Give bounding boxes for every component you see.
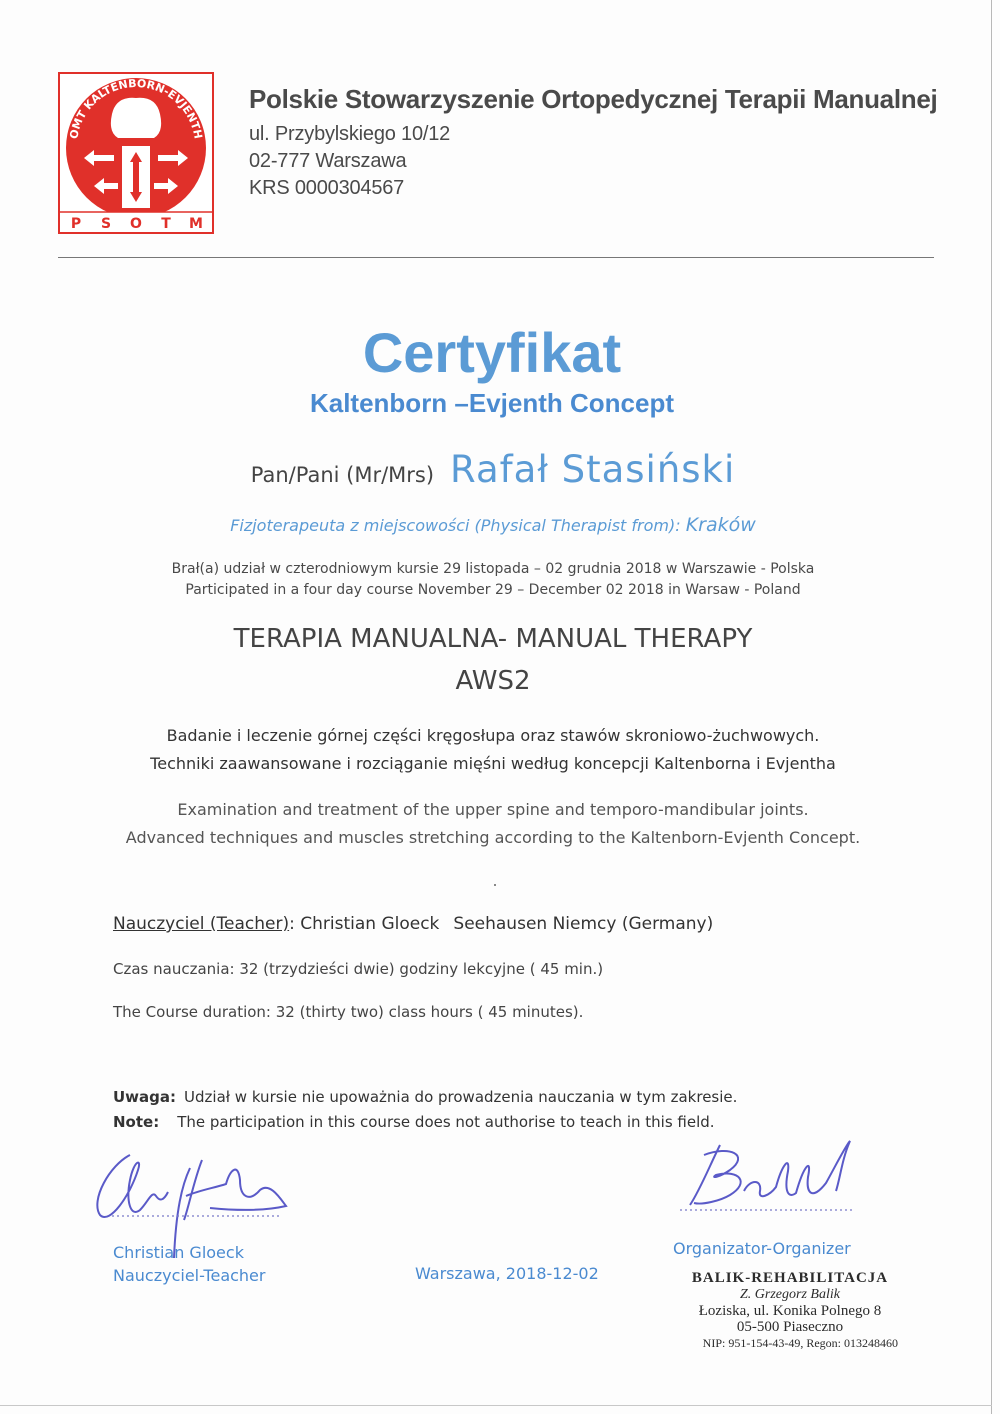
logo-letter: P bbox=[70, 216, 82, 232]
description-pl-line-2: Techniki zaawansowane i rozciąganie mięśni według koncepcji Kaltenborna i Evjentha bbox=[150, 754, 836, 773]
recipient-name: Rafał Stasiński bbox=[450, 448, 736, 491]
certificate-subtitle: Kaltenborn –Evjenth Concept bbox=[309, 388, 675, 418]
stray-dot bbox=[494, 884, 496, 886]
note-en-label: Note: bbox=[113, 1113, 160, 1131]
origin-city: Kraków bbox=[685, 514, 756, 536]
logo-letter: T bbox=[161, 216, 171, 232]
description-en-line-1: Examination and treatment of the upper spine and temporo-mandibular joints. bbox=[177, 800, 809, 819]
note-en bbox=[113, 1113, 715, 1131]
teacher-colon: : bbox=[289, 914, 295, 934]
origin-line bbox=[0, 514, 993, 536]
description-en-line-2: Advanced techniques and muscles stretching according to the Kaltenborn-Evjenth Concept. bbox=[125, 828, 861, 847]
participation-en: Participated in a four day course November 29 – December 02 2018 in Warsaw - Poland bbox=[185, 582, 801, 598]
teacher-name: Christian Gloeck bbox=[300, 914, 440, 934]
certificate-title: Certyfikat bbox=[362, 321, 622, 384]
organizer-stamp bbox=[680, 1270, 900, 1351]
note-pl bbox=[113, 1088, 737, 1106]
duration-en: The Course duration: 32 (thirty two) class hours ( 45 minutes). bbox=[113, 1003, 584, 1021]
page-edge-right bbox=[991, 0, 992, 1414]
organizer-role: Organizator-Organizer bbox=[673, 1239, 851, 1258]
origin-label: Fizjoterapeuta z miejscowości (Physical Therapist from): bbox=[230, 516, 686, 535]
stamp-company: BALIK-REHABILITACJA bbox=[691, 1270, 889, 1286]
logo-letter: M bbox=[189, 216, 203, 232]
stamp-postal: 05-500 Piaseczno bbox=[736, 1319, 844, 1335]
psotm-logo bbox=[58, 72, 214, 234]
teacher-label: Nauczyciel (Teacher) bbox=[113, 914, 290, 934]
teacher-signature-name: Christian Gloeck bbox=[113, 1243, 244, 1262]
logo-ring-text: OMT KALTENBORN-EVJENTH bbox=[67, 76, 205, 140]
recipient-line bbox=[0, 448, 993, 491]
logo-letter: O bbox=[130, 216, 142, 232]
page-edge-bottom bbox=[0, 1405, 992, 1406]
note-pl-text: Udział w kursie nie upoważnia do prowadzenia nauczania w tym zakresie. bbox=[184, 1088, 738, 1106]
organization-name: Polskie Stowarzyszenie Ortopedycznej Terapii Manualnej bbox=[249, 84, 938, 114]
teacher-location: Seehausen Niemcy (Germany) bbox=[453, 914, 714, 934]
organization-street: ul. Przybylskiego 10/12 bbox=[249, 123, 451, 145]
organization-city: 02-777 Warszawa bbox=[249, 150, 407, 172]
organization-header bbox=[249, 84, 939, 202]
note-en-text: The participation in this course does not authorise to teach in this field. bbox=[177, 1113, 715, 1131]
participation-pl: Brał(a) udział w czterodniowym kursie 29 listopada – 02 grudnia 2018 w Warszawie - Polska bbox=[171, 561, 815, 577]
stamp-address: Łoziska, ul. Konika Polnego 8 bbox=[698, 1303, 882, 1319]
description-pl-line-1: Badanie i leczenie górnej części kręgosłupa oraz stawów skroniowo-żuchwowych. bbox=[166, 726, 820, 745]
teacher-signature-role: Nauczyciel-Teacher bbox=[113, 1266, 266, 1285]
organizer-signature bbox=[680, 1135, 870, 1219]
course-code: AWS2 bbox=[455, 666, 531, 696]
place-and-date: Warszawa, 2018-12-02 bbox=[415, 1264, 599, 1283]
course-title: TERAPIA MANUALNA- MANUAL THERAPY bbox=[233, 624, 753, 654]
teacher-line bbox=[113, 914, 713, 934]
note-pl-label: Uwaga: bbox=[113, 1088, 177, 1106]
duration-pl: Czas nauczania: 32 (trzydzieści dwie) godziny lekcyjne ( 45 min.) bbox=[113, 960, 604, 978]
organization-krs: KRS 0000304567 bbox=[249, 177, 405, 199]
stamp-ids: NIP: 951-154-43-49, Regon: 013248460 bbox=[702, 1336, 898, 1350]
stamp-person: Z. Grzegorz Balik bbox=[740, 1287, 840, 1302]
honorific: Pan/Pani (Mr/Mrs) bbox=[250, 463, 435, 487]
logo-letter: S bbox=[100, 216, 112, 232]
header-divider bbox=[58, 257, 934, 258]
